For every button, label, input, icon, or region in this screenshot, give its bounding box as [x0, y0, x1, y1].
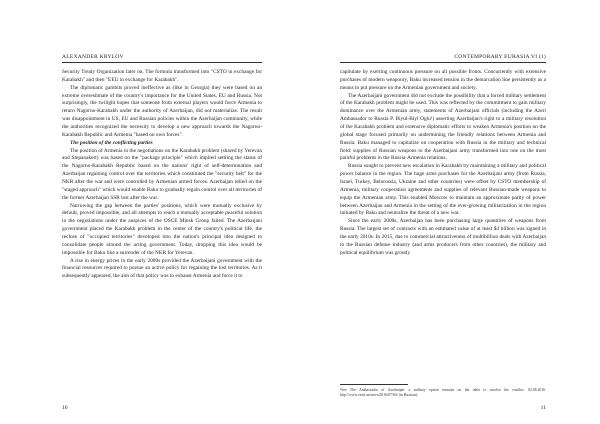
right-running-header: CONTEMPORARY EURASIA VI (1) — [454, 54, 546, 60]
left-header-rule — [62, 62, 262, 63]
left-paragraph-4: Narrowing the gap between the parties' positions, which were mutually exclusive by default, proved impossible, and all attempts to reach a mutually acceptable peaceful solution in the negotiations under the auspices of the OSCE Minsk Group failed. The Azerbaijani government placed the Karabakh problem in the center of the country's political life, the recluse of "occupied territories" developed into the nation's principal idea designed to consolidate people around the acting government. Today, dropping this idea would be impossible for Baku like a surrender of the NKR for Yerevan. — [62, 202, 262, 256]
left-body-text — [62, 69, 262, 281]
left-paragraph-3: The position of Armenia in the negotiations on the Karabakh problem (shared by Yerevan and Stepanakert) was based on the "package principle" which implied settling the status of the Nagorno-Karabakh Republic based on the nations' right of self-determination and Azerbaijan regaining control over the territories which constituted the "security belt" for the NKR after the war and were controlled by Armenian armed forces. Azerbaijan relied on the "staged approach" which would enable Baku to gradually regain control over all territories of the former Azerbaijan SSR lost after the war. — [62, 147, 262, 201]
right-page-number: 11 — [540, 405, 546, 411]
right-paragraph-3: Russia sought to prevent new escalation in Karabakh by maintaining a military and political power balance in the region. The huge arms purchases for the Azerbaijani army (from Russia, Israel, Turkey, Belorussia, Ukraine and other countries) were offset by CSTO membership of Armenia, military cooperation agreements and supplies of relevant Russian-made weapons to equip the Armenian army. This enabled Moscow to maintain an approximate parity of power between Azerbaijan and Armenia in the setting of the ever-growing militarization in the region initiated by Baku and neutralize the threat of a new war. — [340, 163, 546, 217]
footnote-rule — [340, 384, 408, 385]
right-header-rule — [340, 62, 546, 63]
right-paragraph-1: capitulate by exerting continuous pressure on all possible fronts. Concurrently with extensive purchases of modern weaponry, Baku increased tension in the demarcation line persistently as a means to put pressure on the Armenian government and society. — [340, 69, 546, 91]
right-body-text — [340, 69, 546, 258]
right-paragraph-2: The Azerbaijani government did not exclude the possibility that a forced military settlement of the Karabakh problem might be used. This was reflected by the commitment to gain military dominance over the Armenian army, statements of Azerbaijani officials (including the Azeri Ambassador to Russia P. Biyul-Biyl Oglu¹) asserting Azerbaijan's right to a military resolution of the Karabakh problem and extensive diplomatic efforts to weaken Armenia's position on the global stage focused primarily on undermining the friendly relations between Armenia and Russia. Baku managed to capitalize on cooperation with Russia in the military and technical field: supplies of Russian weapons to the Azerbaijani army transformed into one on the most painful problems in the Russia-Armenia relations. — [340, 92, 546, 162]
left-paragraph-2: The diplomatic gambits proved ineffective as (like in Georgia) they were based on an extreme overestimate of the country's importance for the United States, EU and Russia. Not surprisingly, the twilight hopes that someone from external players would force Armenia to return Nagorno-Karabakh under the authority of Azerbaijan, did not materialize. The result was disappointment in US, EU and Russian policies within the Azerbaijan community, while the authorities recognized the necessity to develop a new approach towards the Nagorno-Karabakh Republic and Armenia "based on own forces". — [62, 84, 262, 138]
section-subheading: The position of the conflicting parties — [70, 139, 153, 146]
left-paragraph-5: A rise in energy prices in the early 2000s provided the Azerbaijani government with the financial resources required to pursue an active policy for regaining the lost territories. As it subsequently appeared, the aim of that policy was to exhaust Armenia and force it to — [62, 257, 262, 280]
left-page-number: 10 — [62, 405, 68, 411]
right-page — [300, 0, 600, 424]
footnote: ¹See The Ambassador of Azerbaijan: a military option remains on the table to resolve the conflict. 02.08.2016. http://www.vesti.az/news/2016/07/04/ (in Russian). — [340, 388, 546, 398]
right-paragraph-4: Since the early 2000s, Azerbaijan has been purchasing large quantities of weapons from Russia. The largest set of contracts with an estimated value of at least $4 billion was signed in the early 2010s. In 2015, due to commercial attractiveness of multibillion deals with Azerbaijan to the Russian defense industry (and arms producers from other countries), the military and political equilibrium was grossly — [340, 218, 546, 256]
left-running-header: ALEXANDER KRYLOV — [62, 54, 124, 60]
left-paragraph-1: Security Treaty Organization later on. The formula transformed into "CSTO in exchange for Karabakh" and then "EEU in exchange for Karabakh". — [62, 69, 262, 83]
